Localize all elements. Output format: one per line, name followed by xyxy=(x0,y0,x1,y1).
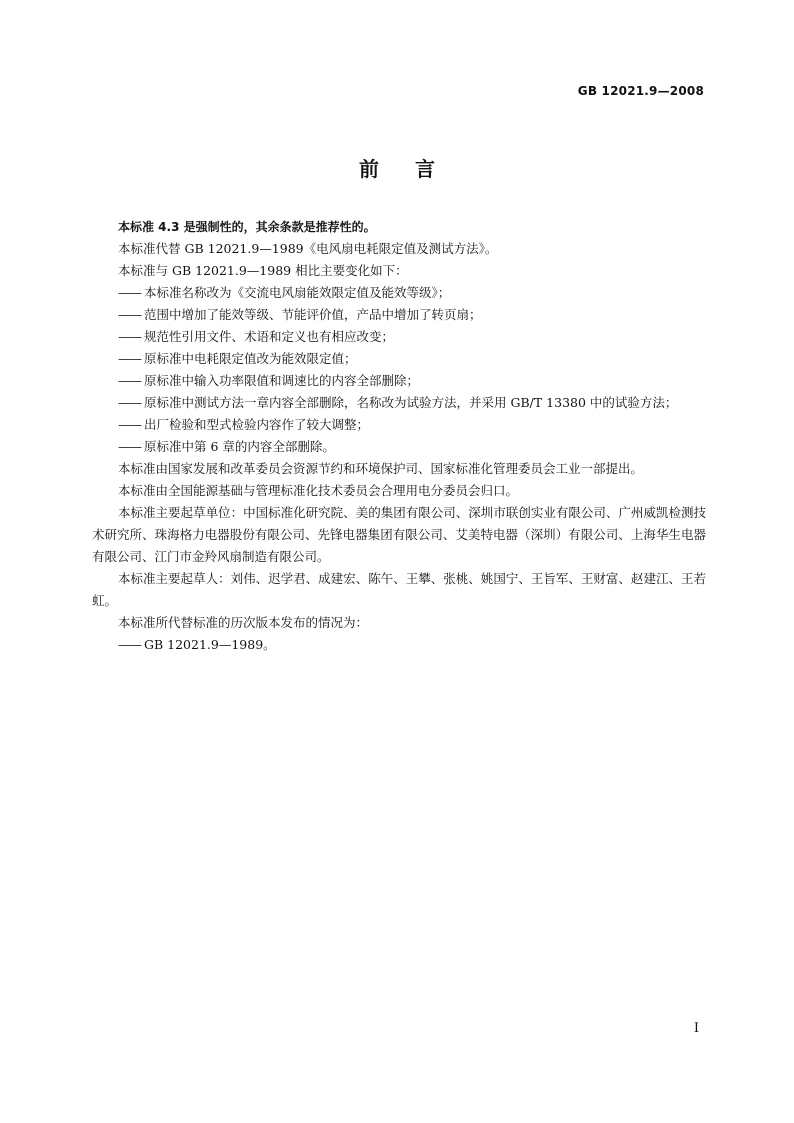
paragraph-proposer: 本标准由国家发展和改革委员会资源节约和环境保护司、国家标准化管理委员会工业一部提出。 xyxy=(118,461,644,476)
paragraph-previous-editions: 本标准所代替标准的历次版本发布的情况为： xyxy=(118,615,369,630)
dash-marker: —— xyxy=(118,307,141,322)
list-item-text: 出厂检验和型式检验内容作了较大调整； xyxy=(144,417,370,432)
list-item xyxy=(118,326,706,348)
list-item xyxy=(118,436,706,458)
dash-marker: —— xyxy=(118,439,141,454)
dash-marker: —— xyxy=(118,373,141,388)
list-item-text: 原标准中电耗限定值改为能效限定值； xyxy=(144,351,357,366)
list-item-text: 原标准中第 6 章的内容全部删除。 xyxy=(144,439,335,454)
list-item-text: 原标准中测试方法一章内容全部删除，名称改为试验方法，并采用 GB/T 13380 中的试验方法； xyxy=(144,395,678,410)
list-item-text: GB 12021.9—1989。 xyxy=(144,637,276,652)
page-number: I xyxy=(693,1021,699,1036)
paragraph-replaces: 本标准代替 GB 12021.9—1989《电风扇电耗限定值及测试方法》。 xyxy=(118,241,498,256)
list-item xyxy=(118,348,706,370)
dash-marker: —— xyxy=(118,417,141,432)
dash-marker: —— xyxy=(118,637,141,652)
document-body xyxy=(92,216,706,656)
dash-marker: —— xyxy=(118,329,141,344)
dash-marker: —— xyxy=(118,395,141,410)
paragraph-changes-intro: 本标准与 GB 12021.9—1989 相比主要变化如下： xyxy=(118,263,408,278)
list-item-text: 原标准中输入功率限值和调速比的内容全部删除； xyxy=(144,373,420,388)
dash-marker: —— xyxy=(118,285,141,300)
list-item xyxy=(118,414,706,436)
list-item-text: 范围中增加了能效等级、节能评价值，产品中增加了转页扇； xyxy=(144,307,482,322)
standard-code: GB 12021.9—2008 xyxy=(577,84,704,98)
list-item xyxy=(118,392,706,414)
paragraph-mandatory-clause: 本标准 4.3 是强制性的，其余条款是推荐性的。 xyxy=(118,220,376,234)
paragraph-drafting-units: 本标准主要起草单位：中国标准化研究院、美的集团有限公司、深圳市联创实业有限公司、广州威凯检测技术研究所、珠海格力电器股份有限公司、先锋电器集团有限公司、艾美特电器（深圳）有限公司、上海华生电器有限公司、江门市金羚风扇制造有限公司。 xyxy=(92,505,706,564)
dash-marker: —— xyxy=(118,351,141,366)
list-item xyxy=(118,634,706,656)
page-title: 前言 xyxy=(359,157,471,181)
list-item-text: 规范性引用文件、术语和定义也有相应改变； xyxy=(144,329,395,344)
list-item-text: 本标准名称改为《交流电风扇能效限定值及能效等级》； xyxy=(144,285,451,300)
paragraph-drafters: 本标准主要起草人：刘伟、迟学君、成建宏、陈午、王攀、张桃、姚国宁、王旨军、王财富、赵建江、王若虹。 xyxy=(92,571,706,608)
paragraph-responsible-committee: 本标准由全国能源基础与管理标准化技术委员会合理用电分委员会归口。 xyxy=(118,483,519,498)
list-item xyxy=(118,282,706,304)
list-item xyxy=(118,304,706,326)
list-item xyxy=(118,370,706,392)
